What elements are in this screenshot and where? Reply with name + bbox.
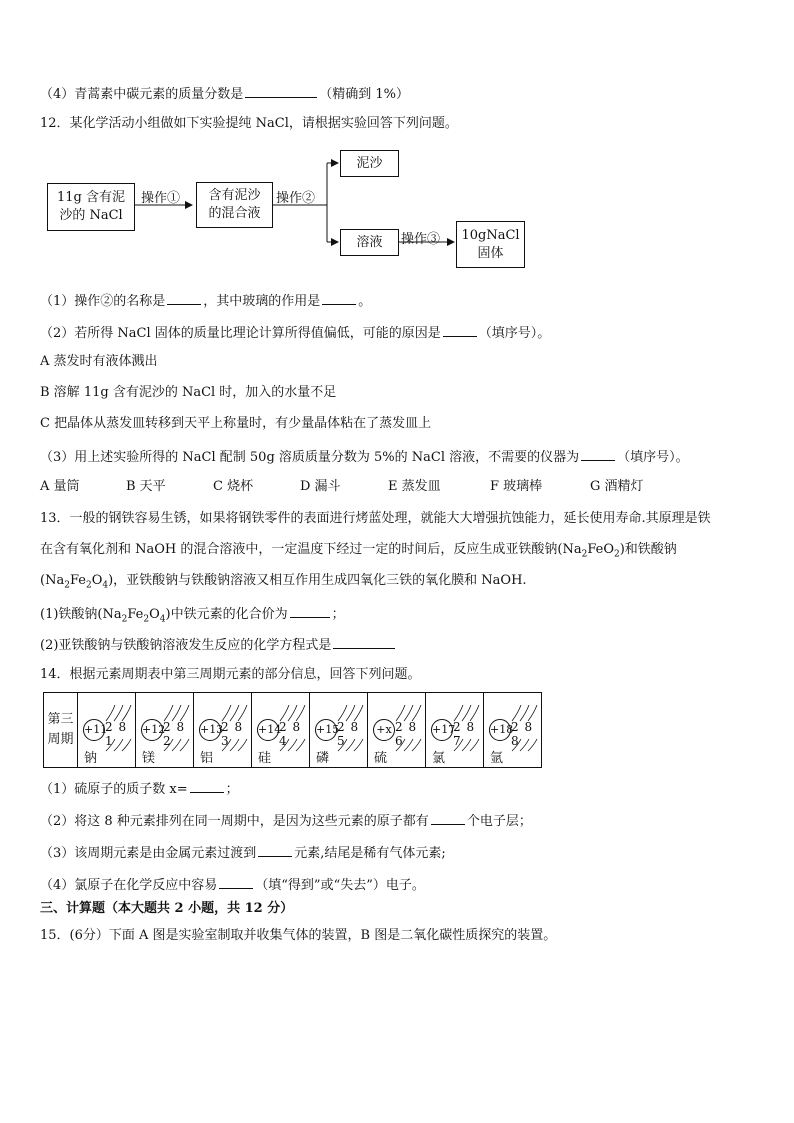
electron-shells: 2 8 2 xyxy=(163,720,186,748)
instrument-option: D 漏斗 xyxy=(300,479,341,494)
instrument-option: F 玻璃棒 xyxy=(490,479,543,494)
element-name: 氩 xyxy=(490,751,504,766)
flow-op1-label: 操作① xyxy=(141,191,181,206)
q12-instrument-list xyxy=(40,478,644,496)
electron-shells: 2 8 5 xyxy=(337,720,360,748)
instrument-option: A 量筒 xyxy=(40,479,80,494)
q13-text-line1: 13．一般的钢铁容易生锈，如果将钢铁零件的表面进行烤蓝处理，就能大大增强抗蚀能力，延长使用寿命.其原理是铁 xyxy=(40,511,711,526)
electron-shells: 2 8 1 xyxy=(105,720,128,748)
nucleus-charge: +15 xyxy=(315,719,337,741)
atom-structure-cell xyxy=(484,693,542,768)
nucleus-charge: +11 xyxy=(83,719,105,741)
q14-part4: （4）氯原子在化学反应中容易 （填“得到”或“失去”）电子。 xyxy=(40,874,425,895)
instrument-option: C 烧杯 xyxy=(213,479,254,494)
answer-blank[interactable] xyxy=(431,810,465,825)
answer-blank[interactable] xyxy=(167,290,201,305)
q14-part1: （1）硫原子的质子数 x= ； xyxy=(40,778,239,799)
atom-structure-cell xyxy=(426,693,484,768)
q12-option-c: C 把晶体从蒸发皿转移到天平上称量时，有少量晶体粘在了蒸发皿上 xyxy=(40,416,432,431)
flow-start-box: 11g 含有泥 沙的 NaCl xyxy=(47,183,135,231)
period-label-cell: 第三 周期 xyxy=(44,693,78,768)
atom-structure-cell xyxy=(78,693,136,768)
q12-stem: 12．某化学活动小组做如下实验提纯 NaCl，请根据实验回答下列问题。 xyxy=(40,116,458,131)
flow-op2-label: 操作② xyxy=(276,191,316,206)
flow-op3-label: 操作③ xyxy=(401,232,441,247)
flow-mixture-box: 含有泥沙 的混合液 xyxy=(196,182,273,228)
answer-blank[interactable] xyxy=(219,874,253,889)
element-name: 镁 xyxy=(142,751,156,766)
nucleus-charge: +x xyxy=(373,719,395,741)
flow-sand-box: 泥沙 xyxy=(340,150,399,177)
atom-structure-cell xyxy=(194,693,252,768)
answer-blank[interactable] xyxy=(443,322,477,337)
answer-blank[interactable] xyxy=(333,634,395,649)
q14-stem: 14．根据元素周期表中第三周期元素的部分信息，回答下列问题。 xyxy=(40,667,421,682)
nucleus-charge: +14 xyxy=(257,719,279,741)
q13-text-line2: 在含有氧化剂和 NaOH 的混合溶液中，一定温度下经过一定的时间后，反应生成亚铁酸钠$(Na_2FeO_2)$和铁酸钠 xyxy=(40,542,677,560)
q12-part1: （1）操作②的名称是 ，其中玻璃的作用是 。 xyxy=(40,290,371,311)
q14-part2: （2）将这 8 种元素排列在同一周期中，是因为这些元素的原子都有 个电子层； xyxy=(40,810,532,831)
instrument-option: E 蒸发皿 xyxy=(388,479,441,494)
q13-part1: (1)铁酸钠$(Na_2Fe_2O_4)$中铁元素的化合价为 ； xyxy=(40,603,345,624)
element-name: 钠 xyxy=(84,751,98,766)
q13-part2: (2)亚铁酸钠与铁酸钠溶液发生反应的化学方程式是 xyxy=(40,634,397,655)
electron-shells: 2 8 8 xyxy=(511,720,534,748)
q13-text-line3: $(Na_2Fe_2O_4)$，亚铁酸钠与铁酸钠溶液又相互作用生成四氧化三铁的氧化膜和 NaOH. xyxy=(40,573,527,591)
q12-part2: （2）若所得 NaCl 固体的质量比理论计算所得值偏低，可能的原因是 （填序号）。 xyxy=(40,322,550,343)
atom-structure-cell xyxy=(310,693,368,768)
instrument-option: G 酒精灯 xyxy=(590,479,644,494)
nucleus-charge: +18 xyxy=(489,719,511,741)
atom-structure-cell xyxy=(252,693,310,768)
answer-blank[interactable] xyxy=(581,446,615,461)
instrument-option: B 天平 xyxy=(126,479,166,494)
period3-atom-table xyxy=(43,692,542,768)
electron-shells: 2 8 3 xyxy=(221,720,244,748)
answer-blank[interactable] xyxy=(322,290,356,305)
electron-shells: 2 8 7 xyxy=(453,720,476,748)
nucleus-charge: +12 xyxy=(141,719,163,741)
q15-stem: 15．(6分）下面 A 图是实验室制取并收集气体的装置，B 图是二氧化碳性质探究的装置。 xyxy=(40,928,557,943)
q12-option-b: B 溶解 11g 含有泥沙的 NaCl 时，加入的水量不足 xyxy=(40,385,337,400)
atom-structure-cell xyxy=(368,693,426,768)
element-name: 氯 xyxy=(432,751,446,766)
element-name: 硅 xyxy=(258,751,272,766)
element-name: 硫 xyxy=(374,751,388,766)
answer-blank[interactable] xyxy=(290,603,330,618)
section-heading: 三、计算题（本大题共 2 小题，共 12 分） xyxy=(40,901,294,916)
answer-blank[interactable] xyxy=(258,842,292,857)
electron-shells: 2 8 4 xyxy=(279,720,302,748)
q12-part3: （3）用上述实验所得的 NaCl 配制 50g 溶质质量分数为 5%的 NaCl 溶液，不需要的仪器为 （填序号）。 xyxy=(40,446,689,467)
answer-blank[interactable] xyxy=(190,778,224,793)
electron-shells: 2 8 6 xyxy=(395,720,418,748)
element-name: 磷 xyxy=(316,751,330,766)
nucleus-charge: +17 xyxy=(431,719,453,741)
nucleus-charge: +13 xyxy=(199,719,221,741)
flow-solution-box: 溶液 xyxy=(340,229,399,256)
q12-option-a: A 蒸发时有液体溅出 xyxy=(40,354,158,369)
element-name: 铝 xyxy=(200,751,214,766)
q14-part3: （3）该周期元素是由金属元素过渡到 元素,结尾是稀有气体元素; xyxy=(40,842,446,863)
q11-part4: （4）青蒿素中碳元素的质量分数是 （精确到 1%） xyxy=(40,83,409,104)
atom-structure-cell xyxy=(136,693,194,768)
flow-end-box: 10gNaCl 固体 xyxy=(456,221,525,268)
